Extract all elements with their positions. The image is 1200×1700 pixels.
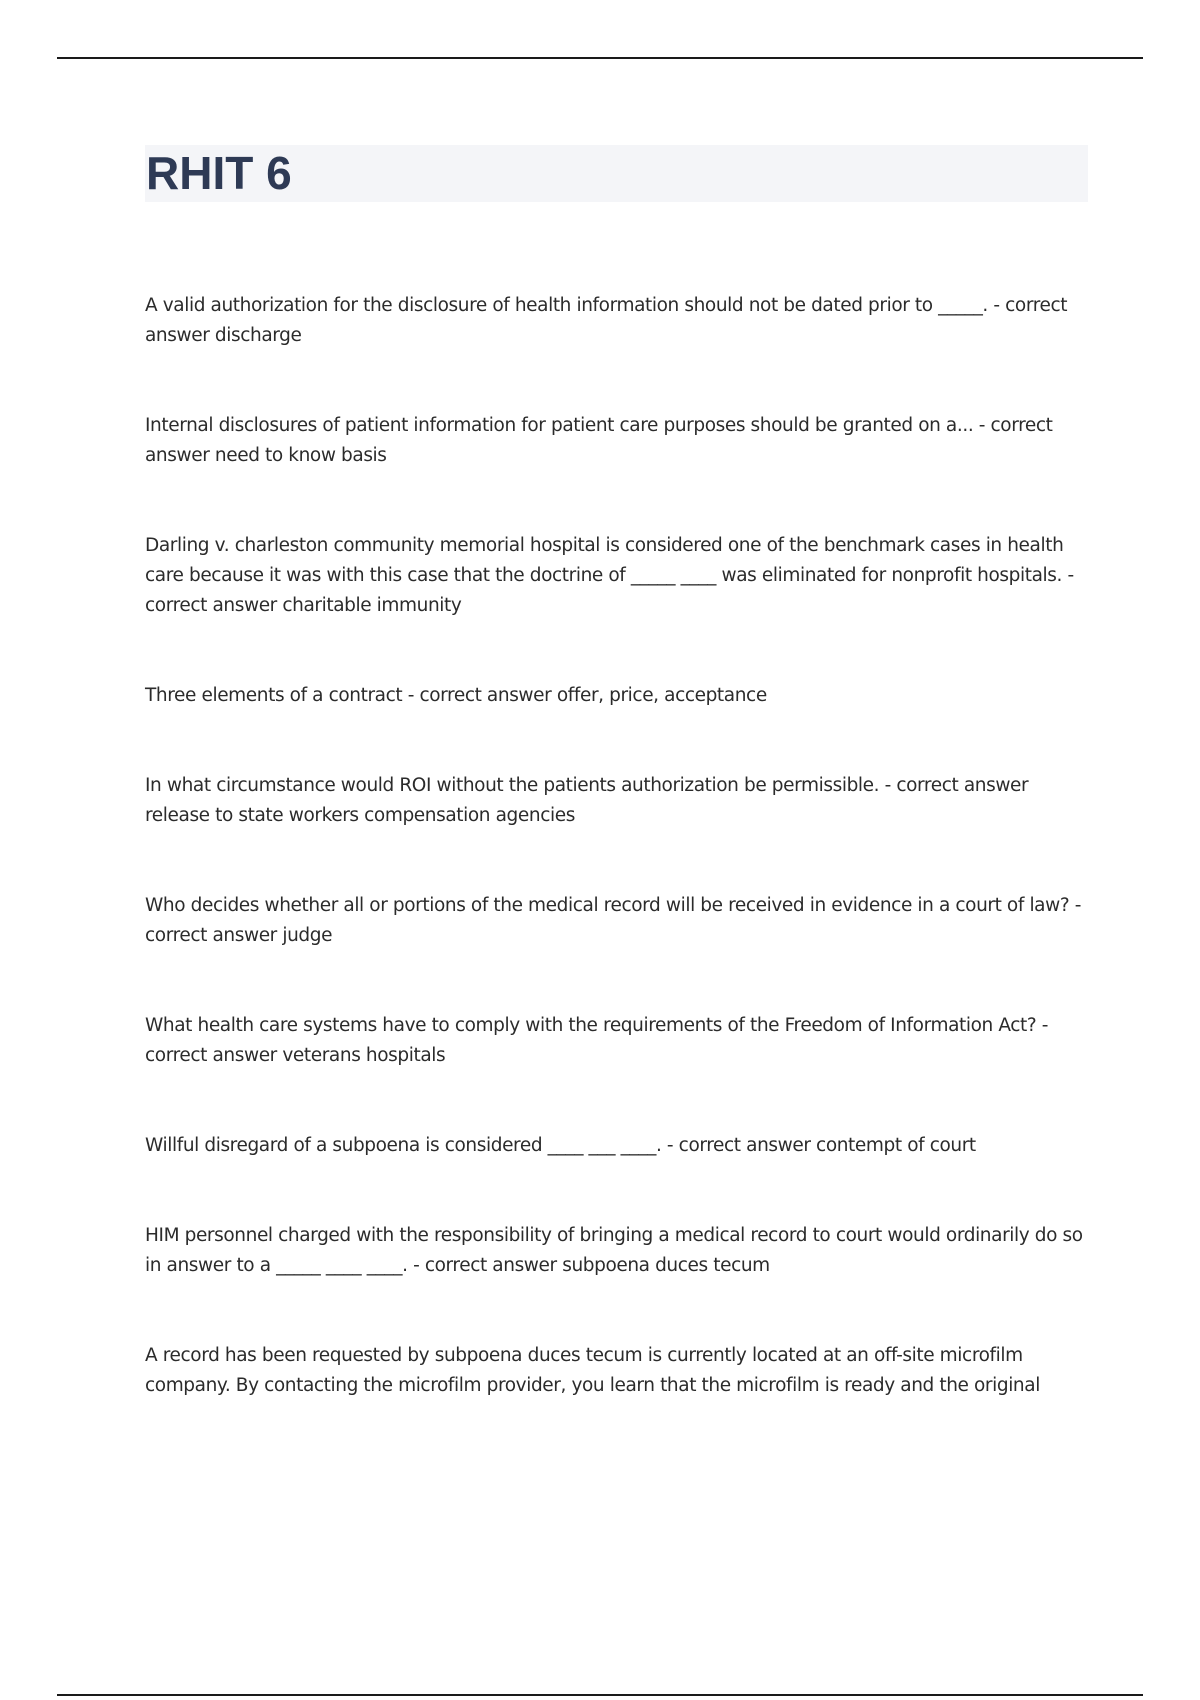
- qa-item-8: Willful disregard of a subpoena is considered ____ ___ ____. - correct answer contempt of court: [145, 1135, 976, 1156]
- top-rule: [57, 57, 1143, 59]
- bottom-rule: [57, 1694, 1143, 1696]
- qa-item-3: Darling v. charleston community memorial hospital is considered one of the benchmark cases in health care because it was with this case that the doctrine of _____ ____ was eliminated for nonprofit hospitals. - correct answer charitable immunity: [145, 535, 1074, 616]
- qa-item-7: What health care systems have to comply with the requirements of the Freedom of Information Act? - correct answer veterans hospitals: [145, 1015, 1049, 1066]
- qa-item-2: Internal disclosures of patient information for patient care purposes should be granted on a... - correct answer need to know basis: [145, 415, 1053, 466]
- qa-item-10: A record has been requested by subpoena duces tecum is currently located at an off-site microfilm company. By contacting the microfilm provider, you learn that the microfilm is ready and the original: [145, 1345, 1040, 1396]
- qa-item-6: Who decides whether all or portions of the medical record will be received in evidence in a court of law? - correct answer judge: [145, 895, 1082, 946]
- qa-item-5: In what circumstance would ROI without the patients authorization be permissible. - correct answer release to state workers compensation agencies: [145, 775, 1029, 826]
- page-title: RHIT 6: [146, 147, 292, 199]
- qa-item-1: A valid authorization for the disclosure of health information should not be dated prior to _____. - correct answer discharge: [145, 295, 1068, 346]
- qa-item-4: Three elements of a contract - correct answer offer, price, acceptance: [145, 685, 767, 706]
- qa-item-9: HIM personnel charged with the responsibility of bringing a medical record to court would ordinarily do so in answer to a _____ ____ ____. - correct answer subpoena duces tecum: [145, 1225, 1083, 1276]
